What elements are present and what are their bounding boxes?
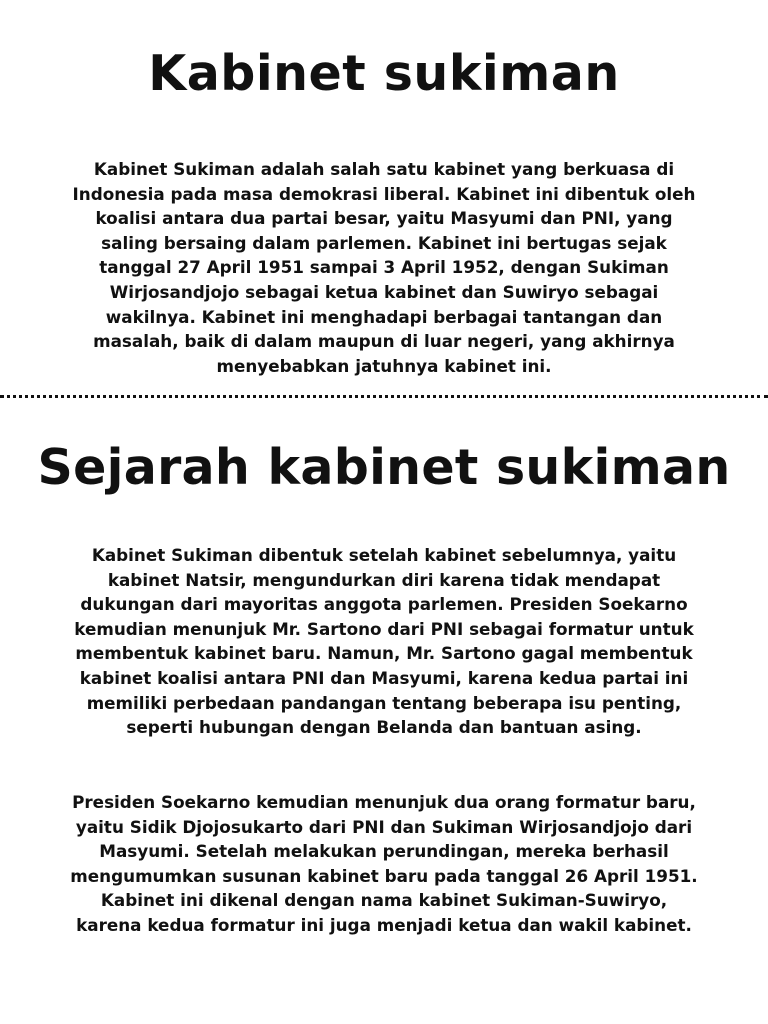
section-title-history: Sejarah kabinet sukiman <box>37 439 731 496</box>
dotted-divider <box>0 395 768 398</box>
history-paragraph-1: Kabinet Sukiman dibentuk setelah kabinet sebelumnya, yaitu kabinet Natsir, mengundurkan diri karena tidak mendapat dukungan dari mayoritas anggota parlemen. Presiden Soekarno kemudian menunjuk Mr. Sartono dari PNI sebagai formatur untuk membentuk kabinet baru. Namun, Mr. Sartono gagal membentuk kabinet koalisi antara PNI dan Masyumi, karena kedua partai ini memiliki perbedaan pandangan tentang beberapa isu penting, seperti hubungan dengan Belanda dan bantuan asing. <box>74 545 694 738</box>
intro-paragraph: Kabinet Sukiman adalah salah satu kabinet yang berkuasa di Indonesia pada masa demokrasi liberal. Kabinet ini dibentuk oleh koalisi antara dua partai besar, yaitu Masyumi dan PNI, yang saling bersaing dalam parlemen. Kabinet ini bertugas sejak tanggal 27 April 1951 sampai 3 April 1952, dengan Sukiman Wirjosandjojo sebagai ketua kabinet dan Suwiryo sebagai wakilnya. Kabinet ini menghadapi berbagai tantangan dan masalah, baik di dalam maupun di luar negeri, yang akhirnya menyebabkan jatuhnya kabinet ini. <box>72 159 696 376</box>
history-paragraph-2: Presiden Soekarno kemudian menunjuk dua orang formatur baru, yaitu Sidik Djojosukarto dari PNI dan Sukiman Wirjosandjojo dari Masyumi. Setelah melakukan perundingan, mereka berhasil mengumumkan susunan kabinet baru pada tanggal 26 April 1951. Kabinet ini dikenal dengan nama kabinet Sukiman-Suwiryo, karena kedua formatur ini juga menjadi ketua dan wakil kabinet. <box>70 792 698 935</box>
page-title: Kabinet sukiman <box>148 45 620 102</box>
